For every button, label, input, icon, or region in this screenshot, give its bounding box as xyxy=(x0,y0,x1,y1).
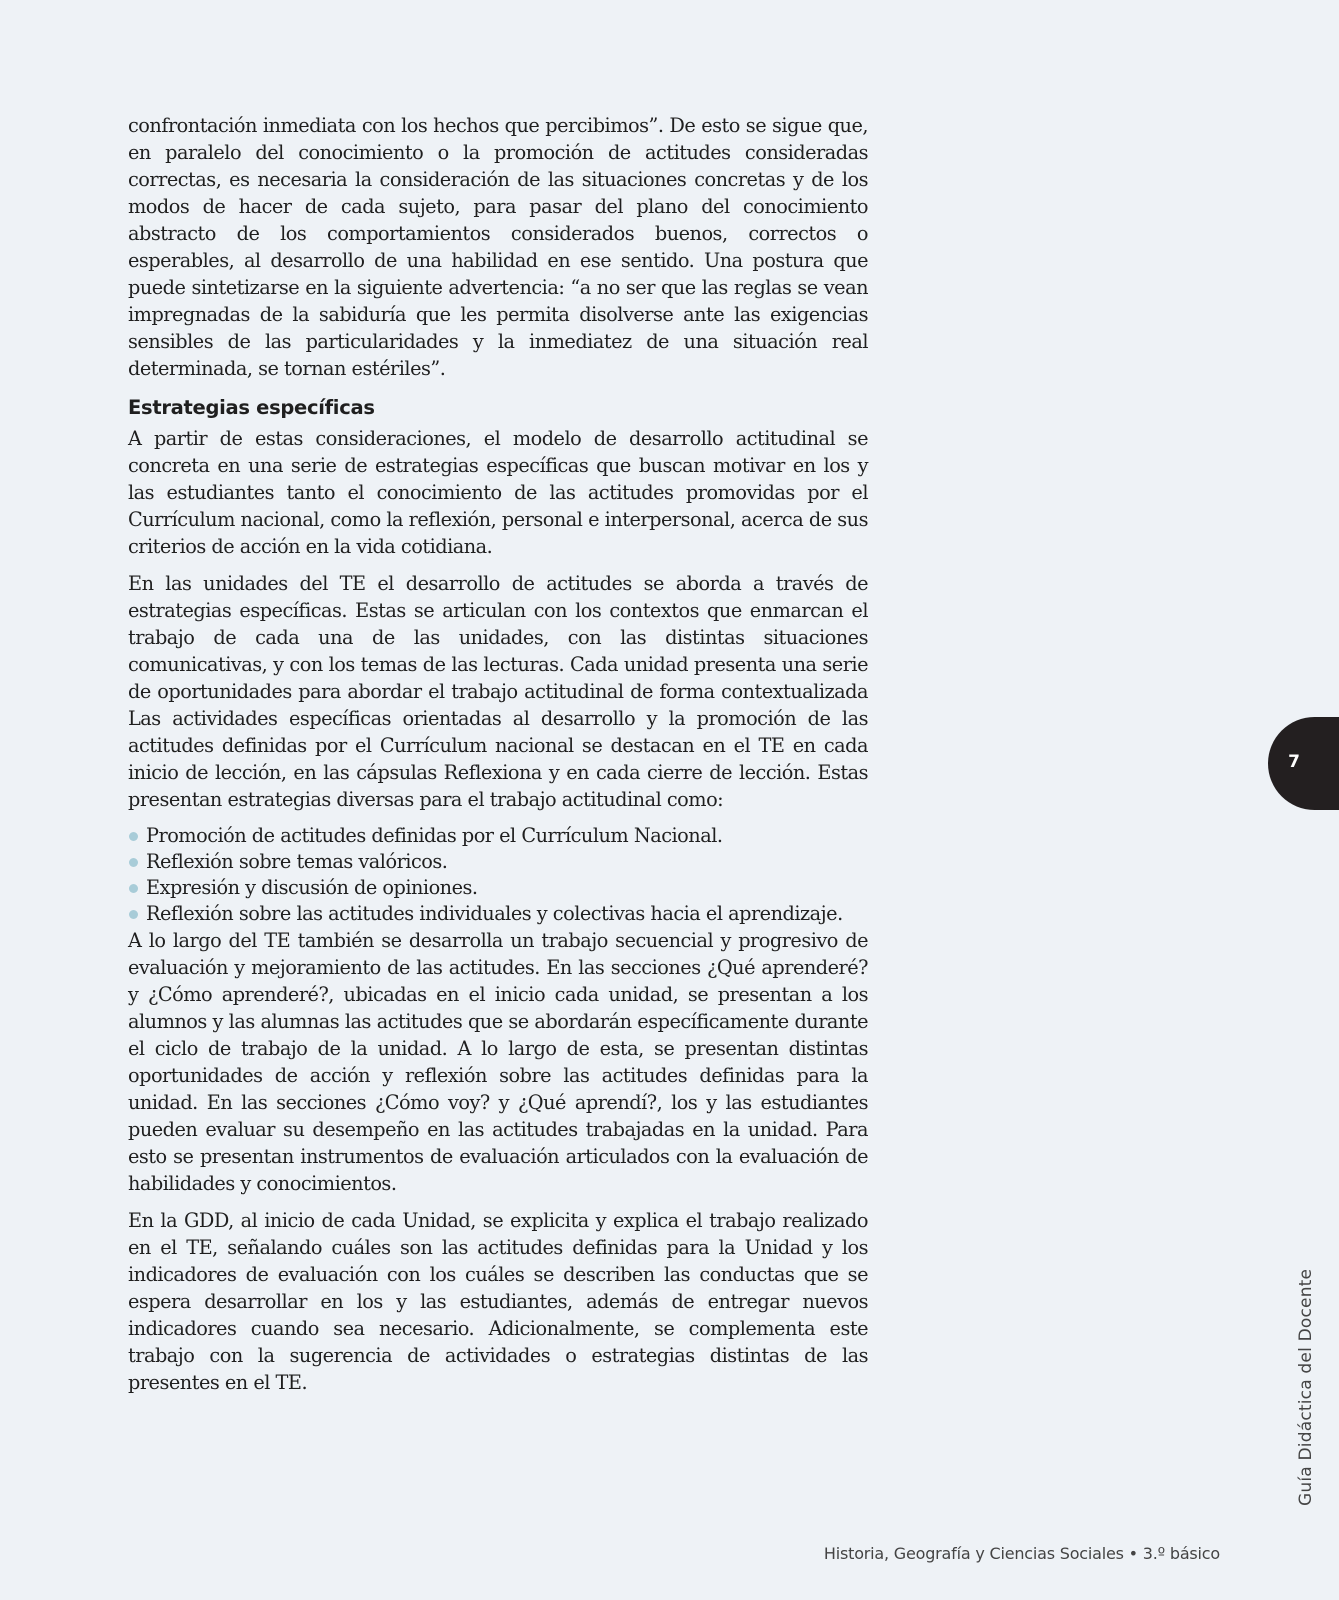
main-content xyxy=(128,112,868,1406)
list-item-text: Expresión y discusión de opiniones. xyxy=(146,876,478,899)
paragraph-5: En la GDD, al inicio de cada Unidad, se explicita y explica el trabajo realizado en el TE, señalando cuáles son las actitudes definidas para la Unidad y los indicadores de evaluación con los cuáles se describen las conductas que se espera desarrollar en los y las estudiantes, además de entregar nuevos indicadores cuando sea necesario. Adicionalmente, se complementa este trabajo con la sugerencia de actividades o estrategias distintas de las presentes en el TE. xyxy=(128,1209,868,1394)
list-item-text: Promoción de actitudes definidas por el Currículum Nacional. xyxy=(146,824,723,847)
list-item-text: Reflexión sobre temas valóricos. xyxy=(146,850,448,873)
paragraph-3: En las unidades del TE el desarrollo de actitudes se aborda a través de estrategias específicas. Estas se articulan con los contextos que enmarcan el trabajo de cada una de las unidades, con las distintas situaciones comunicativas, y con los temas de las lecturas. Cada unidad presenta una serie de oportunidades para abordar el trabajo actitudinal de forma contextualizada Las actividades específicas orientadas al desarrollo y la promoción de las actitudes definidas por el Currículum nacional se destacan en el TE en cada inicio de lección, en las cápsulas Reflexiona y en cada cierre de lección. Estas presentan estrategias diversas para el trabajo actitudinal como: xyxy=(128,572,868,811)
paragraph-1: confrontación inmediata con los hechos que percibimos”. De esto se sigue que, en paralelo del conocimiento o la promoción de actitudes consideradas correctas, es necesaria la consideración de las situaciones concretas y de los modos de hacer de cada sujeto, para pasar del plano del conocimiento abstracto de los comportamientos considerados buenos, correctos o esperables, al desarrollo de una habilidad en ese sentido. Una postura que puede sintetizarse en la siguiente advertencia: “a no ser que las reglas se vean impregnadas de la sabiduría que les permita disolverse ante las exigencias sensibles de las particularidades y la inmediatez de una situación real determinada, se tornan estériles”. xyxy=(128,114,868,380)
bullet-icon xyxy=(129,832,138,841)
list-item-text: Reflexión sobre las actitudes individuales y colectivas hacia el aprendizaje. xyxy=(146,902,843,925)
bullet-icon xyxy=(129,884,138,893)
bullet-icon xyxy=(129,858,138,867)
page-number: 7 xyxy=(1288,752,1300,772)
guide-title-vertical: Guía Didáctica del Docente xyxy=(1296,1268,1316,1506)
footer-subject: Historia, Geografía y Ciencias Sociales • 3.º básico xyxy=(823,1544,1220,1563)
paragraph-2: A partir de estas consideraciones, el modelo de desarrollo actitudinal se concreta en una serie de estrategias específicas que buscan motivar en los y las estudiantes tanto el conocimiento de las actitudes promovidas por el Currículum nacional, como la reflexión, personal e interpersonal, acerca de sus criterios de acción en la vida cotidiana. xyxy=(128,427,868,558)
list-item xyxy=(128,823,868,849)
bullet-icon xyxy=(129,910,138,919)
section-heading: Estrategias específicas xyxy=(128,396,375,419)
list-item xyxy=(128,875,868,901)
list-item xyxy=(128,901,868,927)
strategy-list xyxy=(128,823,868,927)
list-item xyxy=(128,849,868,875)
paragraph-4: A lo largo del TE también se desarrolla un trabajo secuencial y progresivo de evaluación y mejoramiento de las actitudes. En las secciones ¿Qué aprenderé? y ¿Cómo aprenderé?, ubicadas en el inicio cada unidad, se presentan a los alumnos y las alumnas las actitudes que se abordarán específicamente durante el ciclo de trabajo de la unidad. A lo largo de esta, se presentan distintas oportunidades de acción y reflexión sobre las actitudes definidas para la unidad. En las secciones ¿Cómo voy? y ¿Qué aprendí?, los y las estudiantes pueden evaluar su desempeño en las actitudes trabajadas en la unidad. Para esto se presentan instrumentos de evaluación articulados con la evaluación de habilidades y conocimientos. xyxy=(128,929,868,1195)
